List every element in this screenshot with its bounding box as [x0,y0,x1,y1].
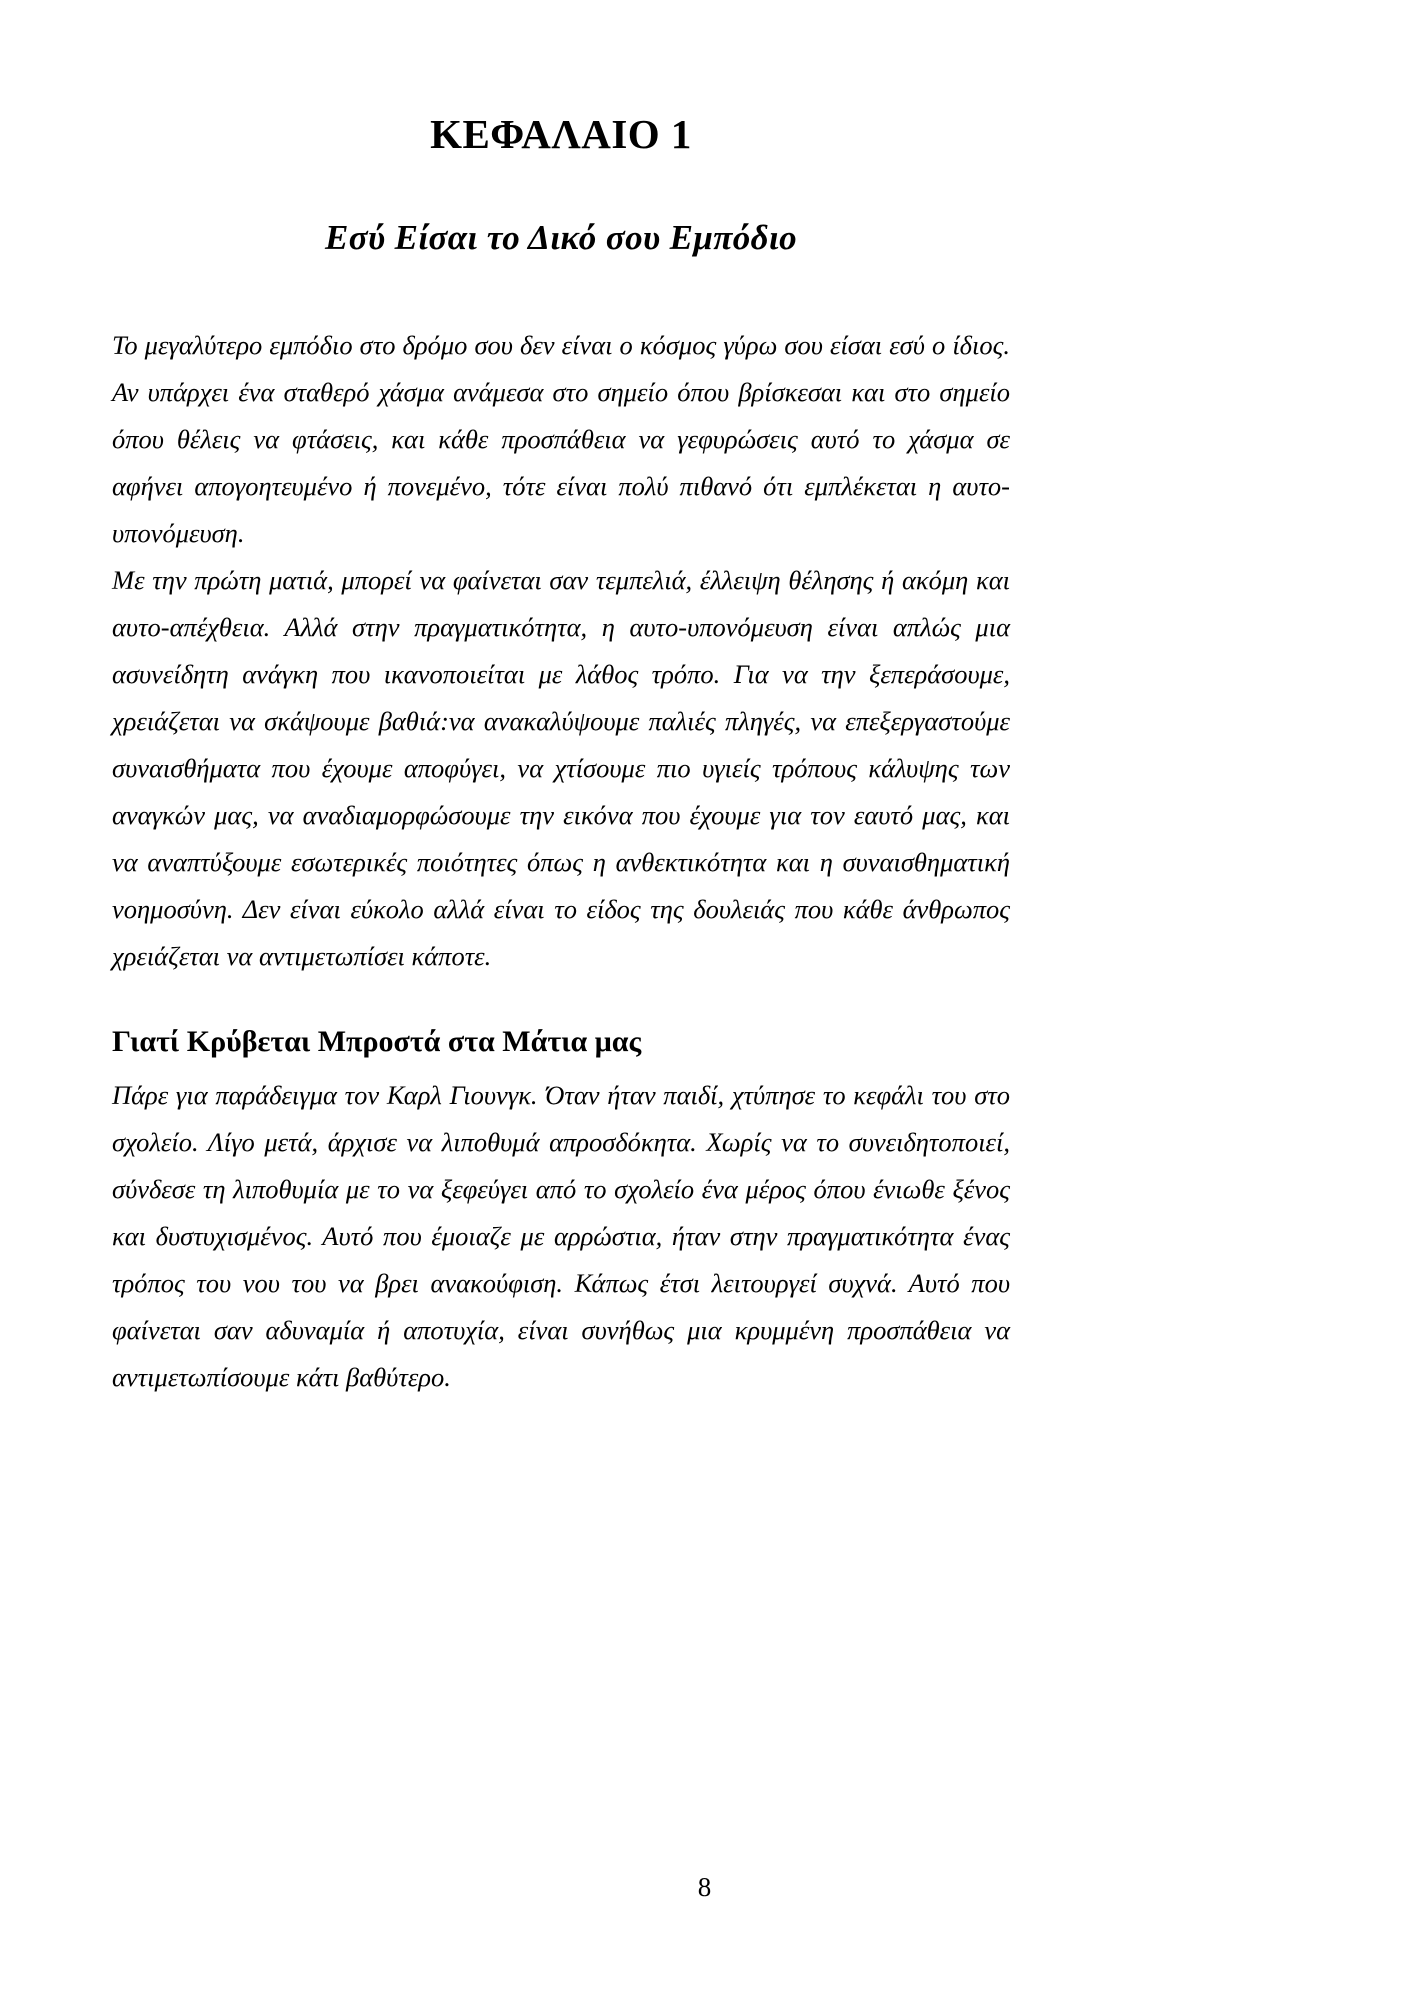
intro-body [112,322,1010,980]
chapter-subtitle: Εσύ Είσαι το Δικό σου Εμπόδιο [324,218,798,257]
paragraph: Πάρε για παράδειγμα τον Καρλ Γιουνγκ. Όταν ήταν παιδί, χτύπησε το κεφάλι του στο σχολείο. Λίγο μετά, άρχισε να λιποθυμά απροσδόκητα. Χωρίς να το συνειδητοποιεί, σύνδεσε τη λιποθυμία με το να ξεφεύγει από το σχολείο ένα μέρος όπου ένιωθε ξένος και δυστυχισμένος. Αυτό που έμοιαζε με αρρώστια, ήταν στην πραγματικότητα ένας τρόπος του νου του να βρει ανακούφιση. Κάπως έτσι λειτουργεί συχνά. Αυτό που φαίνεται σαν αδυναμία ή αποτυχία, είναι συνήθως μια κρυμμένη προσπάθεια να αντιμετωπίσουμε κάτι βαθύτερο. [112,1080,1010,1392]
paragraph: Με την πρώτη ματιά, μπορεί να φαίνεται σαν τεμπελιά, έλλειψη θέλησης ή ακόμη και αυτο-απέχθεια. Αλλά στην πραγματικότητα, η αυτο-υπονόμευση είναι απλώς μια ασυνείδητη ανάγκη που ικανοποιείται με λάθος τρόπο. Για να την ξεπεράσουμε, χρειάζεται να σκάψουμε βαθιά:να ανακαλύψουμε παλιές πληγές, να επεξεργαστούμε συναισθήματα που έχουμε αποφύγει, να χτίσουμε πιο υγιείς τρόπους κάλυψης των αναγκών μας, να αναδιαμορφώσουμε την εικόνα που έχουμε για τον εαυτό μας, και να αναπτύξουμε εσωτερικές ποιότητες όπως η ανθεκτικότητα και η συναισθηματική νοημοσύνη. Δεν είναι εύκολο αλλά είναι το είδος της δουλειάς που κάθε άνθρωπος χρειάζεται να αντιμετωπίσει κάποτε. [112,565,1010,971]
page-number: 8 [697,1872,712,1902]
paragraph: Το μεγαλύτερο εμπόδιο στο δρόμο σου δεν είναι ο κόσμος γύρω σου είσαι εσύ ο ίδιος. Αν υπάρχει ένα σταθερό χάσμα ανάμεσα στο σημείο όπου βρίσκεσαι και στο σημείο όπου θέλεις να φτάσεις, και κάθε προσπάθεια να γεφυρώσεις αυτό το χάσμα σε αφήνει απογοητευμένο ή πονεμένο, τότε είναι πολύ πιθανό ότι εμπλέκεται η αυτο-υπονόμευση. [112,330,1010,548]
page-content [112,0,1010,1401]
section-body [112,1072,1010,1401]
chapter-title: ΚΕΦΑΛΑΙΟ 1 [430,111,692,157]
section-heading: Γιατί Κρύβεται Μπροστά στα Μάτια μας [112,1025,642,1058]
